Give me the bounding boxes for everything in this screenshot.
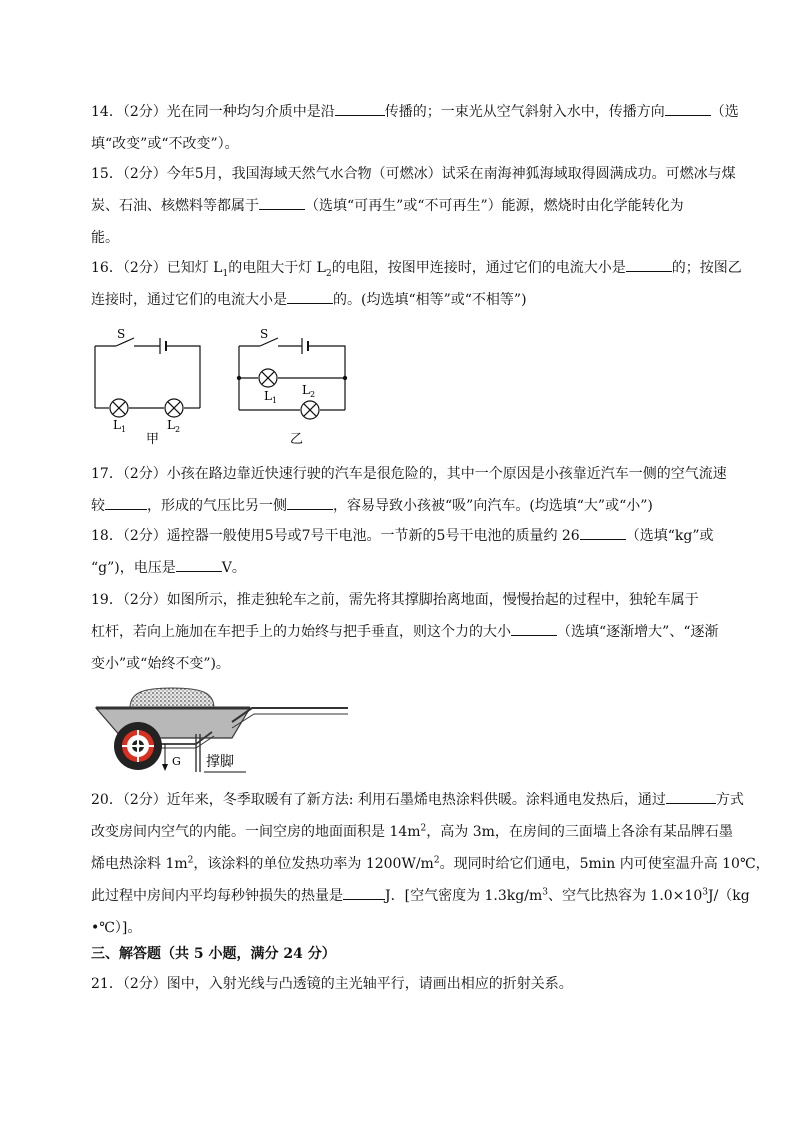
answer-blank[interactable] <box>259 195 305 210</box>
answer-blank[interactable] <box>511 621 557 636</box>
lamp-l1-b <box>259 369 277 387</box>
answer-blank[interactable] <box>176 557 222 572</box>
figure-label-yi: 乙 <box>290 432 304 447</box>
figure-label-jia: 甲 <box>146 432 160 447</box>
lamp-l2-label: $L_2$ <box>167 418 181 434</box>
answer-blank[interactable] <box>287 495 333 510</box>
answer-blank[interactable] <box>335 101 385 116</box>
cart-wheel <box>114 722 162 770</box>
question-number: 18．（2分） <box>91 528 167 544</box>
junction-dot <box>237 376 241 380</box>
answer-blank[interactable] <box>343 885 385 900</box>
switch-label: S <box>117 327 126 341</box>
question-number: 14．（2分） <box>91 104 167 120</box>
question-number: 16．（2分） <box>91 260 167 276</box>
question-15: 15．（2分）今年5月，我国海域天然气水合物（可燃冰）试采在南海神狐海域取得圆满成功。可燃冰与煤 炭、石油、核燃料等都属于 （选填“可再生”或“不可再生”）能源，燃烧时由化学能转化为 能。 <box>91 166 736 246</box>
lamp-l1-label: $L_1$ <box>264 389 278 405</box>
answer-blank[interactable] <box>580 525 626 540</box>
wheelbarrow-figure <box>92 684 348 776</box>
stand-label: 撑脚 <box>206 754 234 770</box>
circuit-diagram <box>88 322 358 450</box>
section-heading: 三、解答题（共 5 小题，满分 24 分） <box>91 946 336 962</box>
question-number: 15．（2分） <box>91 166 167 182</box>
lamp-l1-label: $L_1$ <box>113 418 127 434</box>
question-number: 20．（2分） <box>91 792 167 808</box>
question-16: 16．（2分）已知灯 $L_1$的电阻大于灯 $L_2$的电阻，按图甲连接时，通过它们的电流大小是 的；按图乙 连接时，通过它们的电流大小是 的。(均选填“相等”或“不相等”) <box>91 252 721 316</box>
lamp-l2-b <box>301 401 319 419</box>
question-18: 18．（2分）遥控器一般使用5号或7号干电池。一节新的5号干电池的质量约 26 （选填“kg”或 “g”)，电压是 V。 <box>91 520 721 584</box>
lamp-l1-a <box>110 399 128 417</box>
cart-handle <box>232 708 348 722</box>
switch-label: S <box>260 327 269 341</box>
cart-stand <box>196 734 200 772</box>
question-21: 21．（2分）图中，入射光线与凸透镜的主光轴平行，请画出相应的折射关系。 <box>91 976 573 992</box>
answer-blank[interactable] <box>666 789 716 804</box>
answer-blank[interactable] <box>287 289 333 304</box>
answer-blank[interactable] <box>665 101 711 116</box>
question-number: 19．（2分） <box>91 592 167 608</box>
lamp-l2-a <box>165 399 183 417</box>
question-17: 17．（2分）小孩在路边靠近快速行驶的汽车是很危险的，其中一个原因是小孩靠近汽车一侧的空气流速 较 ，形成的气压比另一侧 ，容易导致小孩被“吸”向汽车。(均选填“大”或“小”) <box>91 466 727 514</box>
question-number: 17．（2分） <box>91 466 167 482</box>
lamp-l2-label: $L_2$ <box>302 383 316 399</box>
gravity-label: G <box>172 755 181 768</box>
load-pile <box>130 688 214 708</box>
answer-blank[interactable] <box>105 495 147 510</box>
question-20: 20．（2分）近年来，冬季取暖有了新方法: 利用石墨烯电热涂料供暖。涂料通电发热后，通过 方式 改变房间内空气的内能。一间空房的地面面积是 $14m^2$，高为 3m，在房间的三面墙上各涂有某品牌石墨 烯电热涂料 $1m^2$，该涂料的单位发热功率为 $1200W/m^2$。现同时给它们通电，5min 内可使室温升高 10℃， 此过程中房间内平均每秒钟损失的热量是 J．[空气密度为 $1.3kg/m^3$、空气比热容为 $1.0\times 10^3J/(kg$ •℃）]。 <box>91 784 721 944</box>
question-number: 21．（2分） <box>91 976 167 992</box>
answer-blank[interactable] <box>626 257 672 272</box>
question-14: 14．（2分）光在同一种均匀介质中是沿 传播的；一束光从空气斜射入水中，传播方向 （选 填“改变”或“不改变”）。 <box>91 96 721 160</box>
junction-dot <box>343 376 347 380</box>
question-19: 19．（2分）如图所示，推走独轮车之前，需先将其撑脚抬离地面，慢慢抬起的过程中，独轮车属于 杠杆，若向上施加在车把手上的力始终与把手垂直，则这个力的大小 （选填“逐渐增大”、“逐渐 变小”或“始终不变”)。 <box>91 592 719 672</box>
